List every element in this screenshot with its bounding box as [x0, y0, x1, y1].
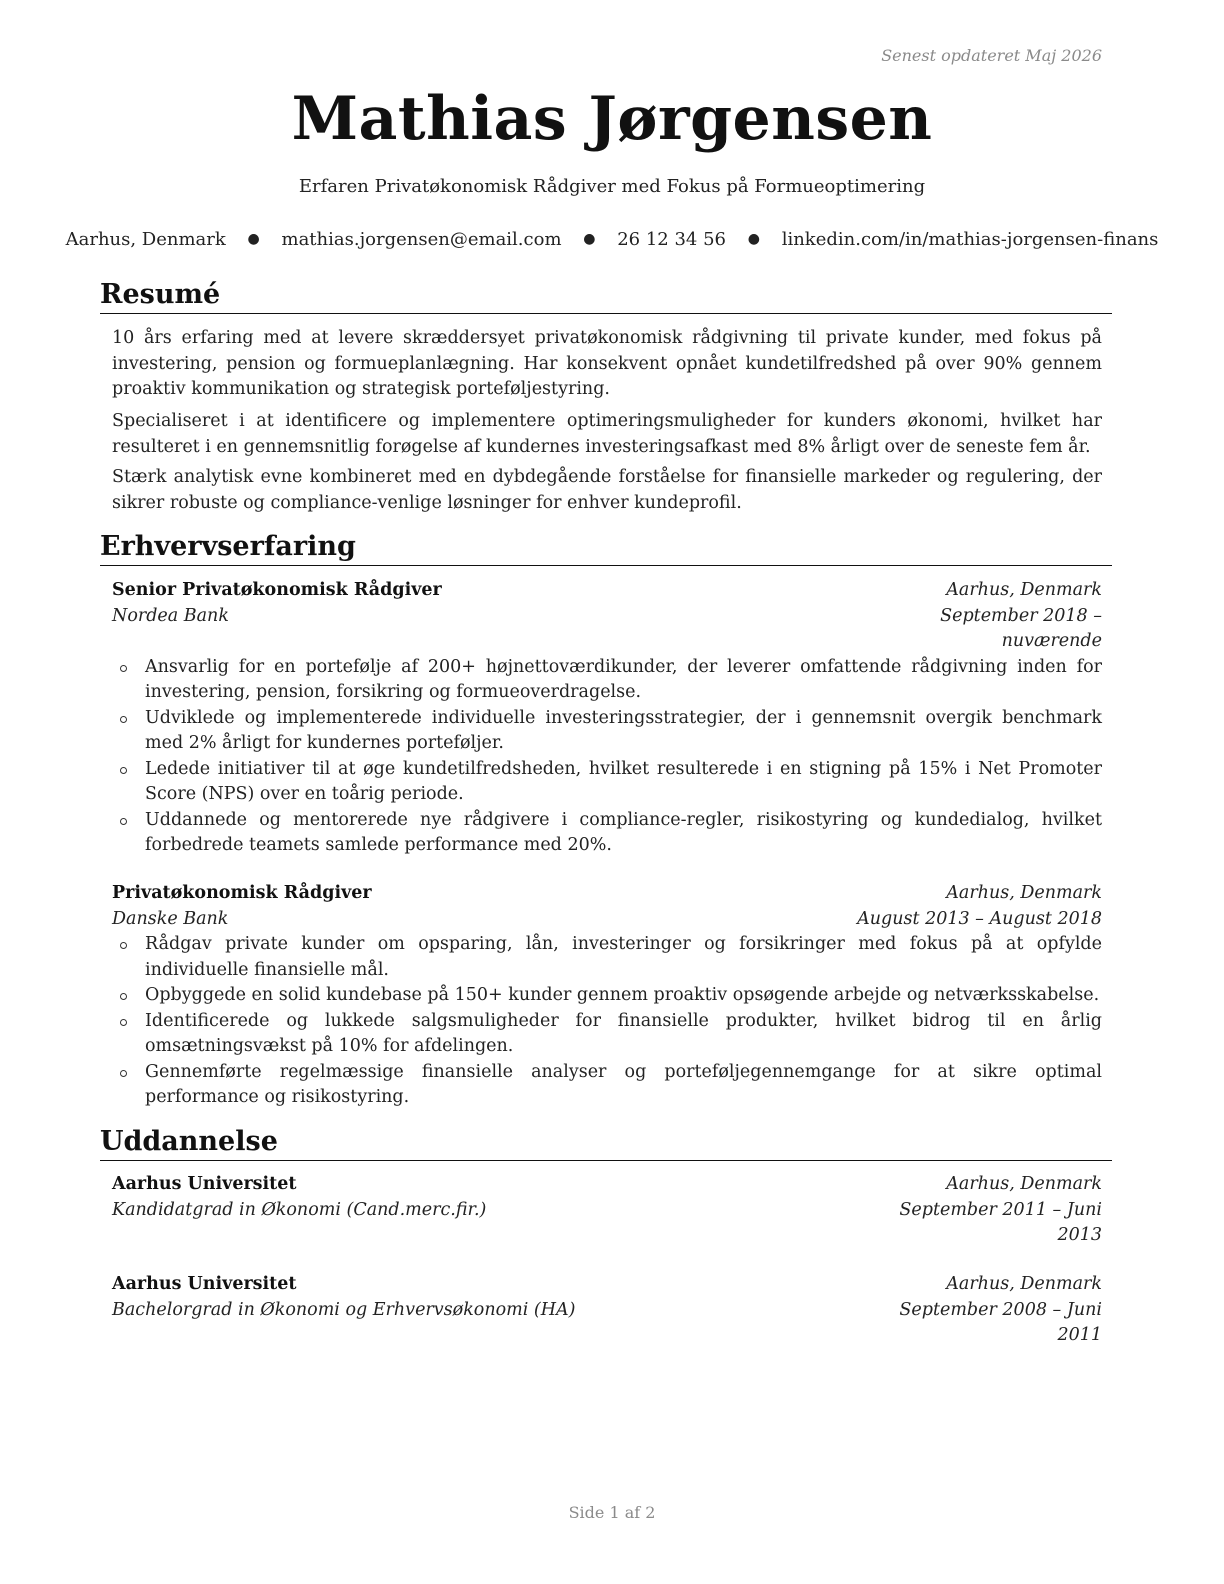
last-updated: Senest opdateret Maj 2026 — [881, 46, 1102, 65]
job-dates: September 2018 – nuværende — [940, 605, 1102, 651]
education-entry — [112, 1272, 1102, 1349]
bullet-separator-icon: ● — [583, 231, 596, 247]
list-item: Ledede initiativer til at øge kundetilfredsheden, hvilket resulterede i en stigning på 15% i Net Promoter Score (NPS) over en toårig periode. — [112, 757, 1102, 808]
list-item: Rådgav private kunder om opsparing, lån, investeringer og forsikringer med fokus på at opfylde individuelle finansielle mål. — [112, 932, 1102, 983]
bullet-separator-icon: ● — [247, 231, 260, 247]
circle-bullet-icon — [120, 993, 127, 1000]
section-title-experience: Erhvervserfaring — [100, 530, 1112, 566]
school-name: Aarhus Universitet — [112, 1274, 297, 1294]
list-item: Gennemførte regelmæssige finansielle analyser og porteføljegennemgange for at sikre optimal performance og risikostyring. — [112, 1060, 1102, 1111]
contact-phone: 26 12 34 56 — [617, 229, 727, 250]
school-location: Aarhus, Denmark — [946, 1274, 1102, 1294]
job-company: Nordea Bank — [112, 605, 229, 626]
contact-line — [0, 229, 1224, 250]
bullet-separator-icon: ● — [747, 231, 760, 247]
list-item: Ansvarlig for en portefølje af 200+ højnettoværdikunder, der leverer omfattende rådgivning inden for investering, pension, forsikring og formueoverdragelse. — [112, 655, 1102, 706]
circle-bullet-icon — [120, 716, 127, 723]
headline: Erfaren Privatøkonomisk Rådgiver med Fokus på Formueoptimering — [298, 176, 926, 197]
list-item: Identificerede og lukkede salgsmuligheder for finansielle produkter, hvilket bidrog til en årlig omsætningsvækst på 10% for afdelingen. — [112, 1009, 1102, 1060]
job-entry — [112, 881, 1102, 1111]
job-bullets — [112, 655, 1102, 859]
summary-paragraph: Specialiseret i at identificere og implementere optimeringsmuligheder for kunders økonomi, hvilket har resulteret i en gennemsnitlig forøgelse af kundernes investeringsafkast med 8% årligt over de seneste fem år. — [112, 411, 1102, 457]
contact-email[interactable]: mathias.jorgensen@email.com — [281, 229, 562, 250]
degree-name: Kandidatgrad in Økonomi (Cand.merc.fir.) — [112, 1199, 487, 1220]
education-dates: September 2011 – Juni 2013 — [899, 1199, 1102, 1245]
circle-bullet-icon — [120, 818, 127, 825]
job-dates: August 2013 – August 2018 — [857, 908, 1102, 929]
degree-name: Bachelorgrad in Økonomi og Erhvervsøkonomi (HA) — [112, 1299, 576, 1320]
section-title-education: Uddannelse — [100, 1125, 1112, 1161]
circle-bullet-icon — [120, 1019, 127, 1026]
list-item: Udviklede og implementerede individuelle investeringsstrategier, der i gennemsnit overgik benchmark med 2% årligt for kundernes porteføljer. — [112, 706, 1102, 757]
job-location: Aarhus, Denmark — [946, 883, 1102, 903]
list-item: Opbyggede en solid kundebase på 150+ kunder gennem proaktiv opsøgende arbejde og netværksskabelse. — [112, 983, 1102, 1009]
summary-paragraph: Stærk analytisk evne kombineret med en dybdegående forståelse for finansielle markeder og regulering, der sikrer robuste og compliance-venlige løsninger for enhver kundeprofil. — [112, 467, 1102, 513]
list-item: Uddannede og mentorerede nye rådgivere i compliance-regler, risikostyring og kundedialog, hvilket forbedrede teamets samlede performance med 20%. — [112, 808, 1102, 859]
job-company: Danske Bank — [112, 908, 229, 929]
school-name: Aarhus Universitet — [112, 1174, 297, 1194]
circle-bullet-icon — [120, 1070, 127, 1077]
job-entry — [112, 578, 1102, 859]
job-location: Aarhus, Denmark — [946, 580, 1102, 600]
page-number: Side 1 af 2 — [568, 1503, 656, 1522]
person-name: Mathias Jørgensen — [291, 84, 933, 154]
job-role: Senior Privatøkonomisk Rådgiver — [112, 580, 442, 600]
circle-bullet-icon — [120, 665, 127, 672]
job-role: Privatøkonomisk Rådgiver — [112, 883, 372, 903]
contact-linkedin[interactable]: linkedin.com/in/mathias-jorgensen-finans — [781, 229, 1159, 250]
education-entry — [112, 1172, 1102, 1249]
circle-bullet-icon — [120, 767, 127, 774]
job-bullets — [112, 932, 1102, 1111]
circle-bullet-icon — [120, 942, 127, 949]
contact-location: Aarhus, Denmark — [65, 229, 226, 250]
summary-paragraph: 10 års erfaring med at levere skræddersyet privatøkonomisk rådgivning til private kunder, med fokus på investering, pension og formueplanlægning. Har konsekvent opnået kundetilfredshed på over 90% gennem proaktiv kommunikation og strategisk porteføljestyring. — [112, 328, 1102, 399]
section-title-summary: Resumé — [100, 278, 1112, 314]
education-dates: September 2008 – Juni 2011 — [899, 1299, 1102, 1345]
school-location: Aarhus, Denmark — [946, 1174, 1102, 1194]
